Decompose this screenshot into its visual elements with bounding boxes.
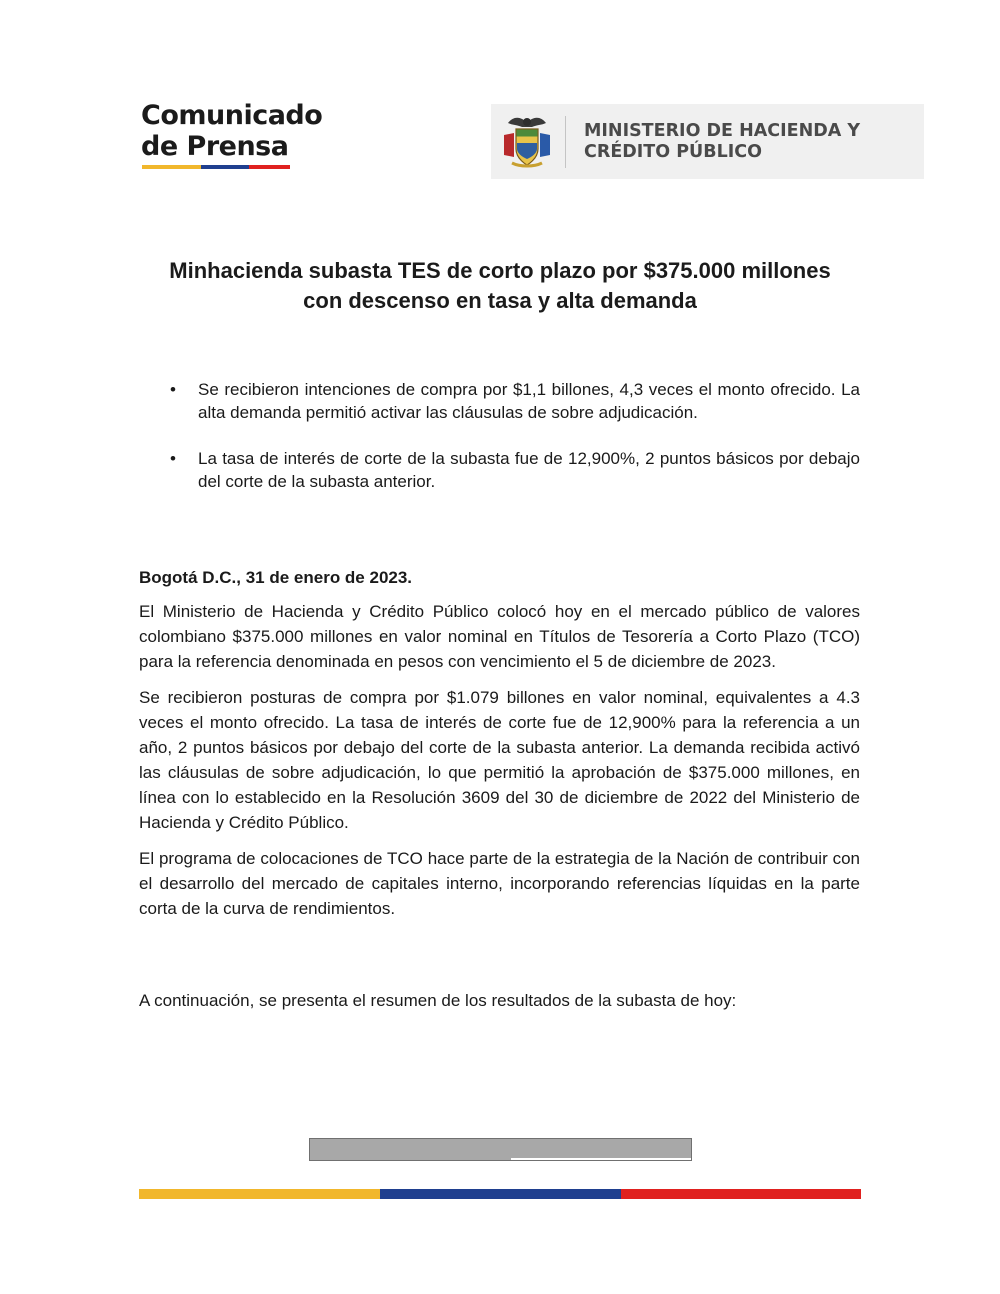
title-line-2: con descenso en tasa y alta demanda: [303, 288, 697, 313]
ministry-line-1: MINISTERIO DE HACIENDA Y: [584, 120, 861, 141]
table-bar-right: [511, 1139, 691, 1158]
paragraph: Se recibieron posturas de compra por $1.079 billones en valor nominal, equivalentes a 4.3 veces el monto ofrecido. La tasa de interés de corte fue de 12,900% para la referencia a un año, 2 puntos básicos por debajo del corte de la subasta anterior. La demanda recibida activó las cláusulas de sobre adjudicación, lo que permitió la aprobación de $375.000 millones, en línea con lo establecido en la Resolución 3609 del 30 de diciembre de 2022 del Ministerio de Hacienda y Crédito Público.: [139, 688, 860, 832]
flag-red-stripe: [249, 165, 290, 169]
bullet-icon: •: [170, 380, 176, 399]
paragraph: El Ministerio de Hacienda y Crédito Público colocó hoy en el mercado público de valores colombiano $375.000 millones en valor nominal en Títulos de Tesorería a Corto Plazo (TCO) para la referencia denominada en pesos con vencimiento el 5 de diciembre de 2023.: [139, 602, 860, 671]
header-separator: [565, 116, 566, 168]
results-table-placeholder: [309, 1138, 692, 1161]
flag-blue-stripe: [380, 1189, 620, 1199]
highlight-text: La tasa de interés de corte de la subasta fue de 12,900%, 2 puntos básicos por debajo del corte de la subasta anterior.: [198, 449, 860, 491]
highlight-text: Se recibieron intenciones de compra por $1,1 billones, 4,3 veces el monto ofrecido. La alta demanda permitió activar las cláusulas de sobre adjudicación.: [198, 380, 860, 422]
ministry-name: [584, 121, 860, 163]
coat-of-arms-icon: [491, 104, 563, 179]
flag-yellow-stripe: [142, 165, 201, 169]
page-title: [100, 256, 900, 316]
brand-line-2: de Prensa: [141, 131, 289, 162]
highlight-item: [160, 447, 860, 493]
highlight-item: [160, 378, 860, 424]
bullet-icon: •: [170, 449, 176, 468]
article-body: [139, 566, 860, 932]
ministry-line-2: CRÉDITO PÚBLICO: [584, 141, 762, 162]
brand-flag-bar: [142, 165, 290, 169]
flag-yellow-stripe: [139, 1189, 380, 1199]
footer-flag-bar: [139, 1189, 861, 1199]
brand-line-1: Comunicado: [141, 100, 323, 131]
paragraph: El programa de colocaciones de TCO hace parte de la estrategia de la Nación de contribuir con el desarrollo del mercado de capitales interno, incorporando referencias líquidas en la parte corta de la curva de rendimientos.: [139, 849, 860, 918]
dateline: Bogotá D.C., 31 de enero de 2023.: [139, 568, 413, 587]
press-release-brand: [141, 100, 322, 169]
table-bar-left: [310, 1139, 511, 1160]
highlights-list: [160, 378, 860, 516]
title-line-1: Minhacienda subasta TES de corto plazo por $375.000 millones: [169, 258, 831, 283]
flag-blue-stripe: [201, 165, 248, 169]
closing-sentence: A continuación, se presenta el resumen de los resultados de la subasta de hoy:: [139, 991, 737, 1010]
ministry-header: [491, 104, 924, 179]
flag-red-stripe: [621, 1189, 861, 1199]
